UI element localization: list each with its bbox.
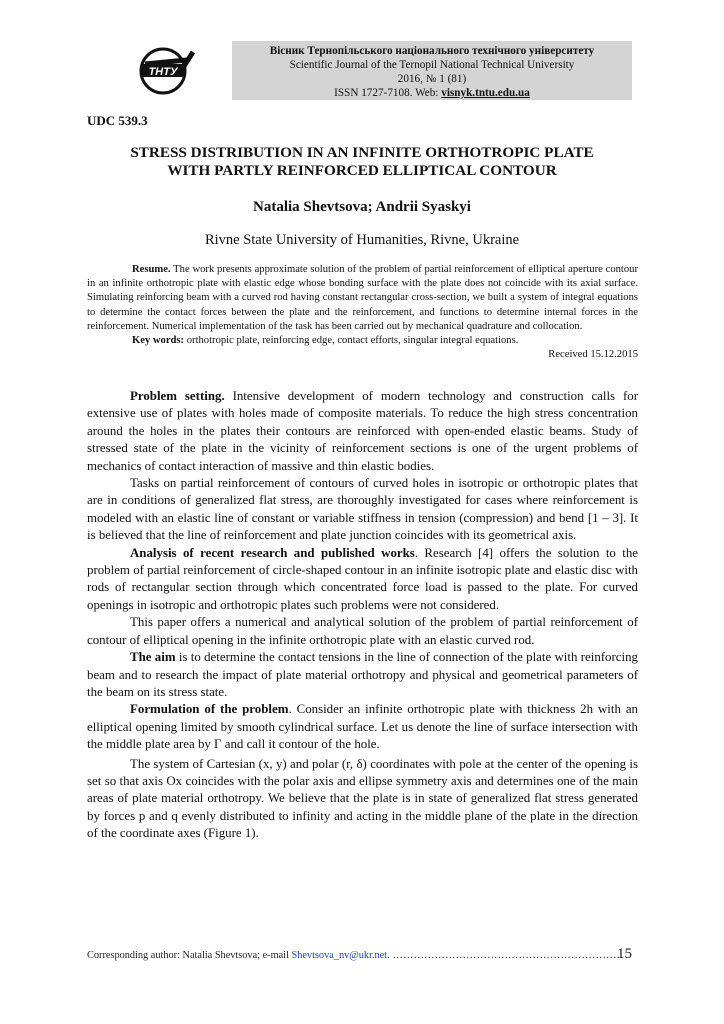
journal-title-en: Scientific Journal of the Ternopil National Technical University (289, 59, 575, 71)
problem-setting-text: Intensive development of modern technology and construction calls for extensive use of plates with holes made of composite materials. To reduce the high stress concentration around the holes in the plates their contours are reinforced with open-ended elastic beams. Study of stressed state of the plate in the vicinity of reinforcement sections is one of the urgent problems of mechanics of contact interaction of massive and thin elastic bodies. (87, 389, 639, 473)
paragraph-problem-setting (87, 388, 638, 475)
issn-text: ISSN 1727-7108. Web: (334, 87, 442, 99)
formulation-label: Formulation of the problem (130, 702, 289, 717)
author-email-link[interactable]: Shevtsova_nv@ukr.net (291, 950, 388, 961)
keywords-label: Key words: (132, 335, 185, 347)
journal-title-ua: Вісник Тернопільського національного технічного університету (269, 45, 595, 57)
analysis-label: Analysis of recent research and published works (130, 545, 415, 560)
paragraph-analysis (87, 545, 638, 615)
journal-issn (232, 86, 632, 100)
logo-text: ТНТУ (148, 66, 178, 78)
problem-setting-label: Problem setting. (130, 389, 225, 403)
aim-text: is to determine the contact tensions in the line of connection of the plate with reinforcing beam and to research the impact of plate material orthotropy and physical and geometrical parameters of the beam on its stress state. (87, 650, 638, 699)
keywords-paragraph (87, 334, 638, 348)
corresponding-author: Corresponding author: Natalia Shevtsova; e-mail (87, 950, 292, 961)
keywords-text: orthotropic plate, reinforcing edge, contact efforts, singular integral equations. (184, 335, 519, 347)
paragraph-this-paper: This paper offers a numerical and analytical solution of the problem of partial reinforcement of contour of elliptical opening in the infinite orthotropic plate with an elastic curved rod. (87, 615, 638, 647)
paragraph-formulation (87, 701, 638, 753)
received-date: Received 15.12.2015 (548, 349, 638, 361)
analysis-text: . Research [4] offers the solution to the problem of partial reinforcement of circle-shaped contour in an infinite isotropic plate and elastic disc with rods of rectangular section through which concentrated force load is passed to the plate. For curved openings in isotropic and orthotropic plates such problems were not considered. (87, 545, 638, 612)
page-footer (87, 946, 638, 962)
paragraph-tasks: Tasks on partial reinforcement of contours of curved holes in isotropic or orthotropic plates that are in conditions of generalized flat stress, are thoroughly investigated for cases where reinforcement is modeled with an elastic line of constant or variable stiffness in tension (compression) and bend [1 – 3]. It is believed that the line of reinforcement and plate junction coincides with its geometrical axis. (87, 476, 638, 543)
aim-label: The aim (130, 650, 176, 665)
abstract (87, 263, 638, 362)
journal-header (232, 41, 632, 100)
authors: Natalia Shevtsova; Andrii Syaskyi (253, 199, 471, 215)
resume-text: The work presents approximate solution of the problem of partial reinforcement of elliptical aperture contour in an infinite orthotropic plate with elastic edge whose bonding surface with the plate does not coincide with its axial surface. Simulating reinforcing beam with a curved rod having constant rectangular cross-section, we built a system of integral equations to determine the contact forces between the plate and the reinforcement, and functions to determine internal forces in the reinforcement. Numerical implementation of the task has been carried out by mechanical quadrature and collocation. (87, 264, 638, 332)
udc-code: UDC 539.3 (87, 113, 148, 128)
title-line-2: WITH PARTLY REINFORCED ELLIPTICAL CONTOUR (167, 162, 557, 179)
footer-dots: . ………………………………………………………… (387, 950, 624, 961)
resume-label: Resume. (132, 264, 171, 275)
title-line-1: STRESS DISTRIBUTION IN AN INFINITE ORTHOTROPIC PLATE (130, 144, 594, 161)
paragraph-aim (87, 649, 638, 701)
page-number: 15 (617, 946, 632, 962)
paper-title (87, 144, 637, 180)
paragraph-coordinates: The system of Cartesian (x, y) and polar (r, δ) coordinates with pole at the center of the opening is set so that axis Ox coincides with the polar axis and ellipse symmetry axis and determines one of the main areas of plate material orthotropy. We believe that the plate is in state of generalized flat stress generated by forces p and q evenly distributed to infinity and acting in the middle plane of the plate in the direction of the coordinate axes (Figure 1). (87, 756, 638, 841)
journal-issue: 2016, № 1 (81) (397, 73, 467, 85)
resume-paragraph (87, 263, 638, 334)
formulation-text: . Consider an infinite orthotropic plate with thickness 2h with an elliptical opening limited by smooth cylindrical surface. Let us denote the line of surface intersection with the middle plate area by Γ and call it contour of the hole. (87, 702, 638, 752)
university-logo-icon (137, 44, 199, 96)
affiliation: Rivne State University of Humanities, Rivne, Ukraine (204, 232, 520, 248)
body-text (87, 388, 638, 843)
journal-website-link[interactable]: visnyk.tntu.edu.ua (441, 87, 530, 99)
